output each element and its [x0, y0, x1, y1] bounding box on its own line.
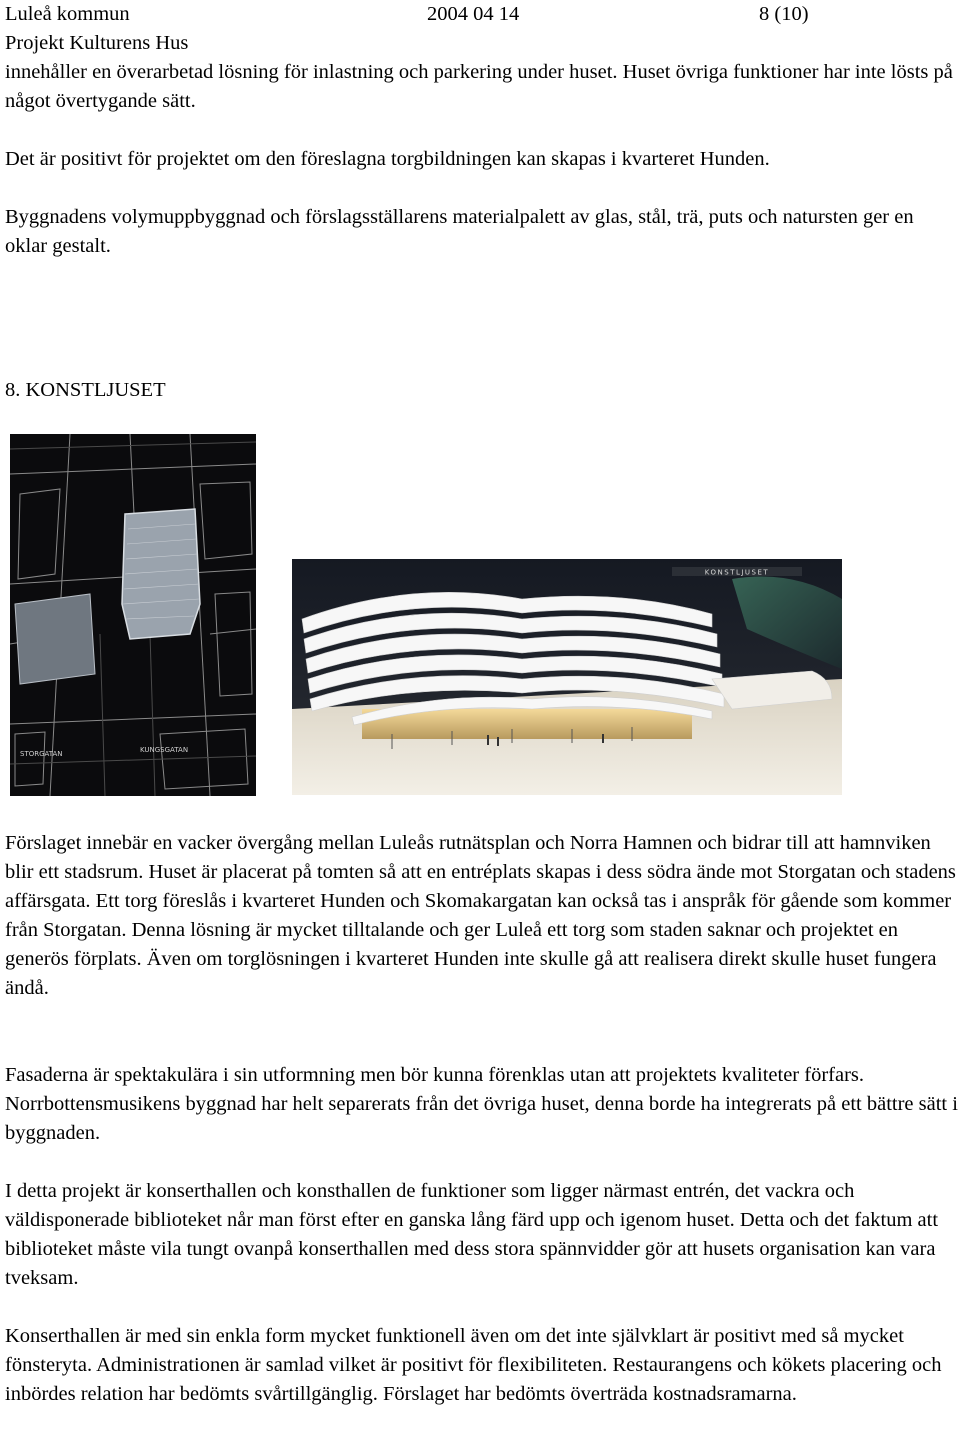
- paragraph: Byggnadens volymuppbyggnad och förslagsställarens materialpalett av glas, stål, trä, puts och natursten ger en oklar gestalt.: [5, 206, 914, 257]
- paragraph: I detta projekt är konserthallen och konsthallen de funktioner som ligger närmast entrén, det vackra och väldisponerade biblioteket når man först efter en ganska lång färd upp och igenom huset. Detta och det faktum att biblioteket måste vila tungt ovanpå konserthallen med dess stora spännvidder gör att husets organisation kan vara tveksam.: [5, 1180, 939, 1289]
- paragraph: Det är positivt för projektet om den föreslagna torgbildningen kan skapas i kvarteret Hunden.: [5, 148, 770, 170]
- model-sign-text: KONSTLJUSET: [704, 568, 770, 577]
- paragraph: Fasaderna är spektakulära i sin utformning men bör kunna förenklas utan att projektets kvaliteter förfars. Norrbottensmusikens byggnad har helt separerats från det övriga huset, denna borde ha integrerats på ett bättre sätt i byggnaden.: [5, 1064, 958, 1144]
- paragraph: Konserthallen är med sin enkla form mycket funktionell även om det inte självklart är positivt med så mycket fönsteryta. Administrationen är samlad vilket är positivt för flexibiliteten. Restaurangens och kökets placering och inbördes relation har bedömts svårtillgänglig. Förslaget har bedömts överträda kostnadsramarna.: [5, 1325, 942, 1405]
- paragraph: Förslaget innebär en vacker övergång mellan Luleås rutnätsplan och Norra Hamnen och bidrar till att hamnviken blir ett stadsrum. Huset är placerat på tomten så att en entréplats skapas i dess södra ände mot Storgatan och stadens affärsgata. Ett torg föreslås i kvarteret Hunden och Skomakargatan kan också tas i anspråk för gående som kommer från Storgatan. Denna lösning är mycket tilltalande och ger Luleå ett torg som staden saknar och projektet en generös förplats. Även om torglösningen i kvarteret Hunden inte skulle gå att realisera direkt skulle huset fungera ändå.: [5, 832, 956, 999]
- header-page-number: 8 (10): [759, 3, 809, 25]
- section-heading: 8. KONSTLJUSET: [5, 379, 166, 401]
- plan-street-label: KUNGSGATAN: [140, 746, 189, 754]
- header-organization: Luleå kommun: [5, 3, 130, 25]
- building-model-image: [292, 559, 842, 795]
- plan-street-label: STORGATAN: [20, 750, 63, 758]
- paragraph: innehåller en överarbetad lösning för inlastning och parkering under huset. Huset övriga funktioner har inte lösts på något övertygande sätt.: [5, 61, 953, 112]
- header-date: 2004 04 14: [427, 3, 520, 25]
- header-project: Projekt Kulturens Hus: [5, 32, 189, 54]
- site-plan-image: [10, 434, 256, 796]
